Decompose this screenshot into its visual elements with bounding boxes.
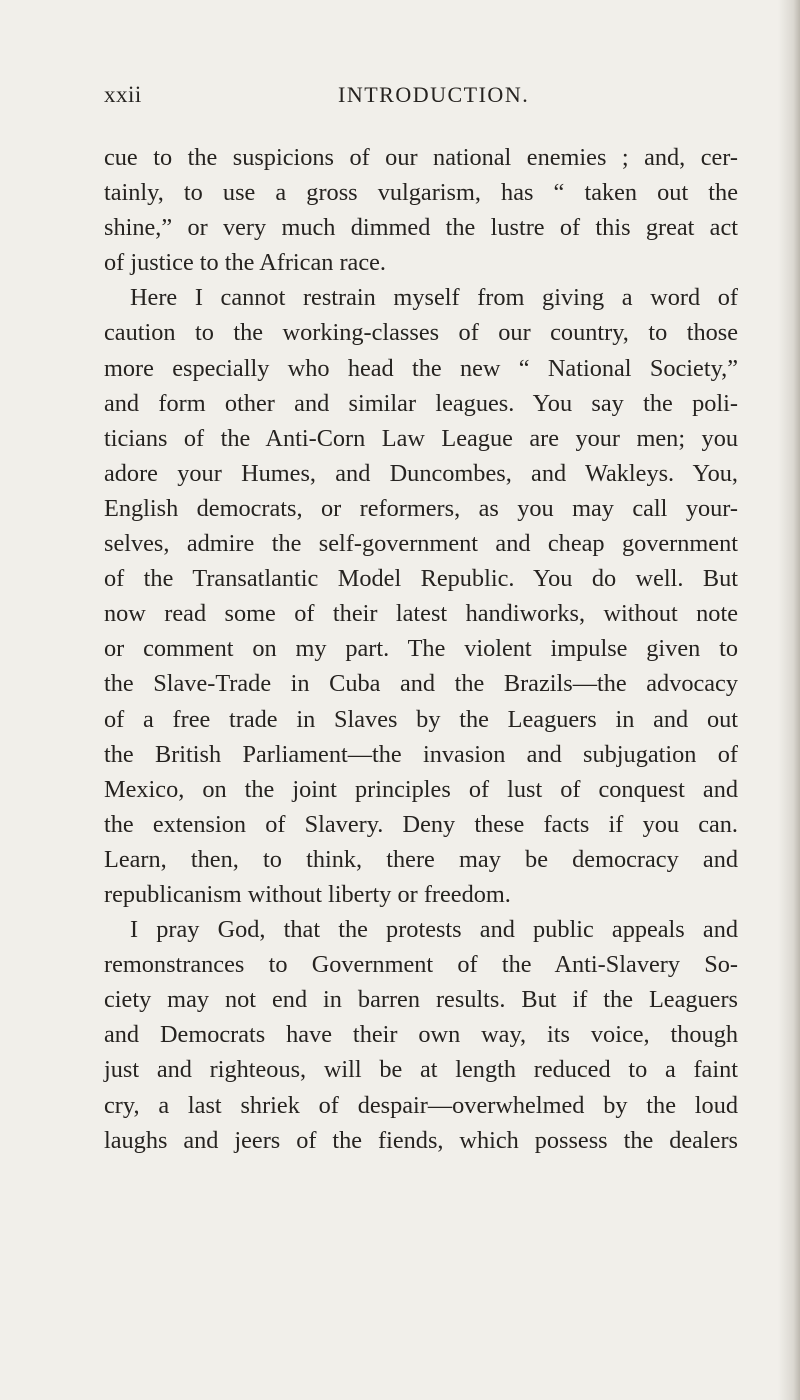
text-line: selves, admire the self-government and cheap government: [104, 530, 738, 558]
text-line: Learn, then, to think, there may be democracy and: [104, 845, 738, 873]
text-line: the British Parliament—the invasion and subjugation of: [104, 740, 738, 768]
book-page: [104, 0, 738, 1400]
text-line: now read some of their latest handiworks, without note: [104, 600, 738, 628]
text-line: ciety may not end in barren results. But if the Leaguers: [104, 986, 738, 1014]
text-line: English democrats, or reformers, as you may call your-: [104, 494, 738, 522]
text-line: more especially who head the new “ National Society,”: [104, 354, 738, 382]
text-line: Mexico, on the joint principles of lust of conquest and: [104, 775, 738, 803]
paragraph-first-line: I pray God, that the protests and public appeals and: [130, 916, 738, 944]
text-line: and Democrats have their own way, its voice, though: [104, 1021, 738, 1049]
body-text: [104, 140, 738, 1158]
running-title: INTRODUCTION.: [338, 82, 530, 107]
page-edge-shadow: [778, 0, 800, 1400]
text-line: adore your Humes, and Duncombes, and Wakleys. You,: [104, 459, 738, 487]
text-line: of the Transatlantic Model Republic. You do well. But: [104, 565, 738, 593]
text-line: tainly, to use a gross vulgarism, has “ taken out the: [104, 179, 738, 207]
paragraph-first-line: Here I cannot restrain myself from giving a word of: [130, 284, 738, 312]
text-line: the extension of Slavery. Deny these facts if you can.: [104, 810, 738, 838]
text-line: and form other and similar leagues. You say the poli-: [104, 389, 738, 417]
page-header: [104, 82, 738, 112]
text-line: remonstrances to Government of the Anti-Slavery So-: [104, 951, 738, 979]
text-line: shine,” or very much dimmed the lustre of this great act: [104, 214, 738, 242]
text-line: ticians of the Anti-Corn Law League are your men; you: [104, 424, 738, 452]
text-line: republicanism without liberty or freedom.: [104, 880, 511, 908]
page-number: xxii: [104, 82, 142, 107]
text-line: the Slave-Trade in Cuba and the Brazils—the advocacy: [104, 670, 738, 698]
text-line: just and righteous, will be at length reduced to a faint: [104, 1056, 738, 1084]
text-line: of a free trade in Slaves by the Leaguers in and out: [104, 705, 738, 733]
text-line: laughs and jeers of the fiends, which possess the dealers: [104, 1126, 738, 1154]
text-line: caution to the working-classes of our country, to those: [104, 319, 738, 347]
text-line: cue to the suspicions of our national enemies ; and, cer-: [104, 144, 738, 171]
text-line: or comment on my part. The violent impulse given to: [104, 635, 738, 663]
text-line: of justice to the African race.: [104, 249, 386, 277]
text-line: cry, a last shriek of despair—overwhelmed by the loud: [104, 1091, 738, 1119]
